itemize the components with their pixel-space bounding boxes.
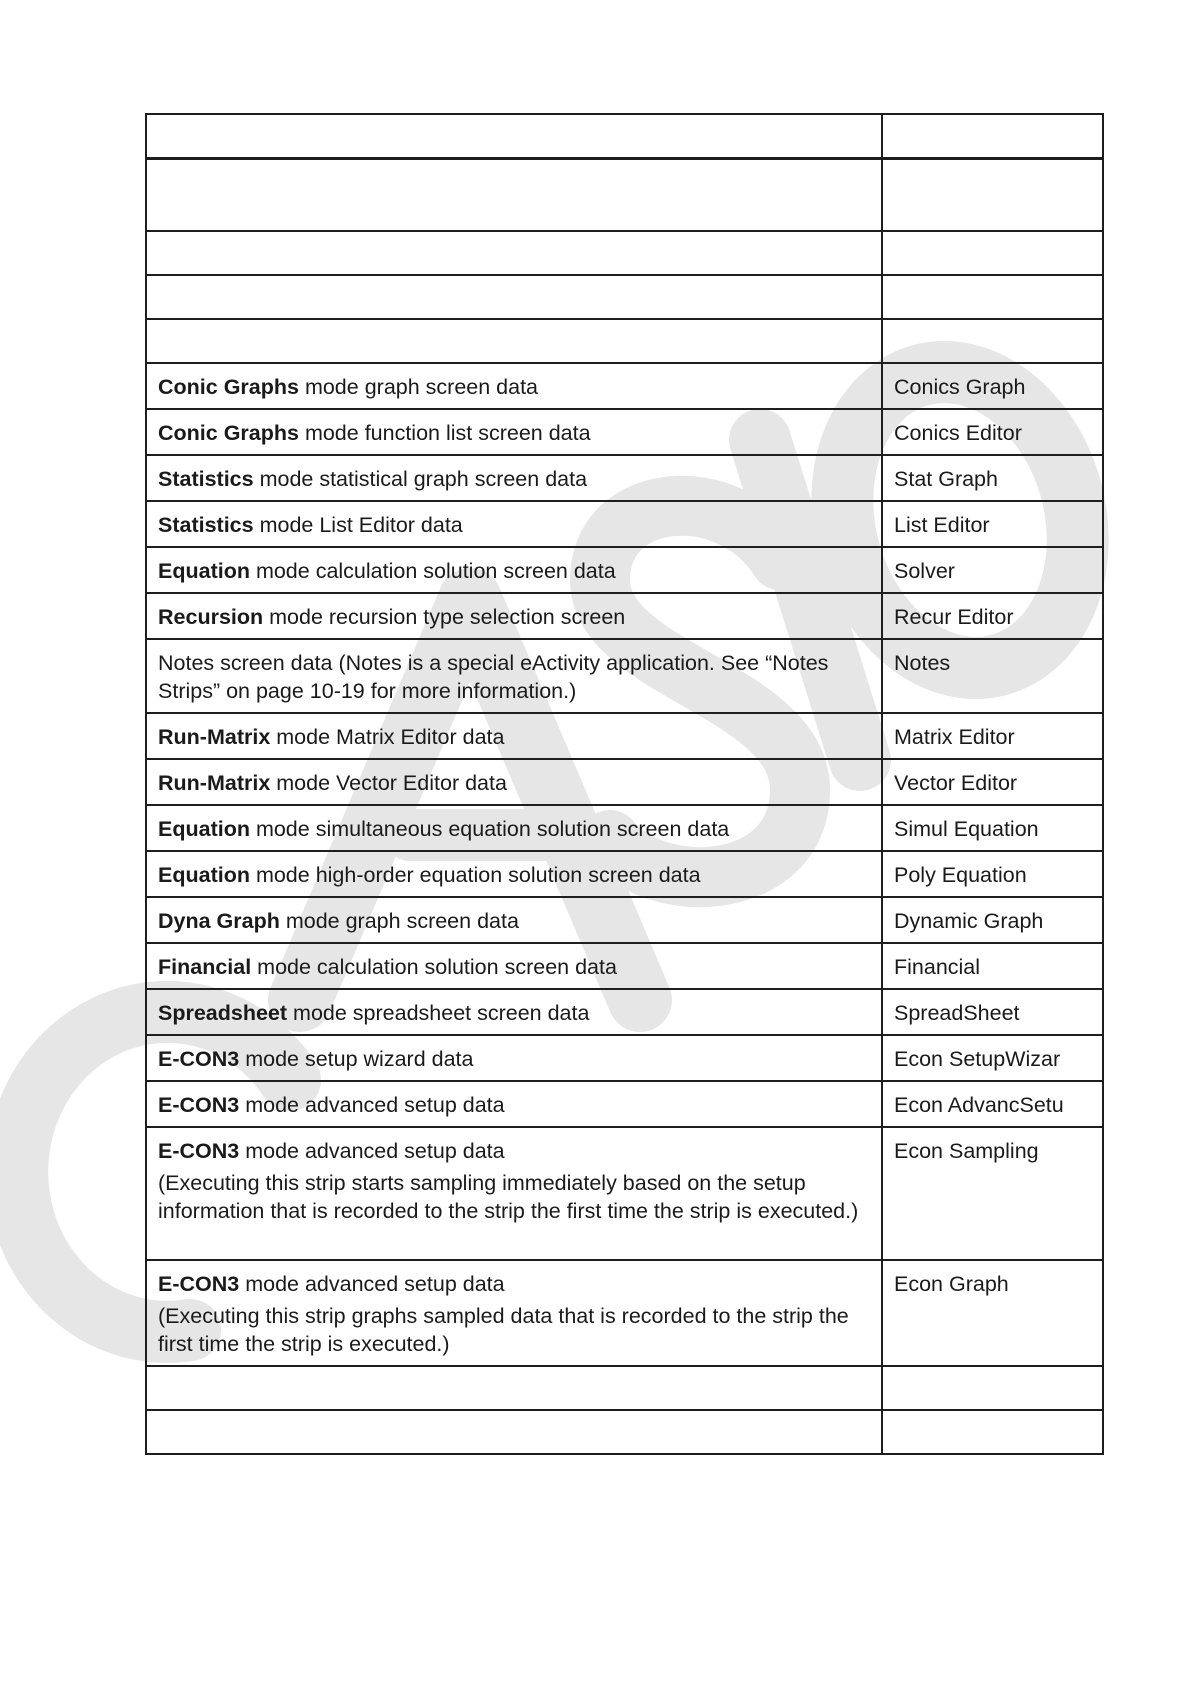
table-row — [146, 713, 1103, 759]
table-row — [146, 547, 1103, 593]
mode-name: E-CON3 — [158, 1047, 240, 1071]
table-row — [146, 1366, 1103, 1410]
description-cell — [146, 547, 882, 593]
mode-name: Spreadsheet — [158, 1001, 288, 1025]
description-cell — [146, 409, 882, 455]
strip-name-cell: Solver — [882, 547, 1103, 593]
strip-name-cell: Econ AdvancSetu — [882, 1081, 1103, 1127]
mode-name: Equation — [158, 863, 250, 887]
table-row — [146, 363, 1103, 409]
strip-name-cell: Notes — [882, 639, 1103, 713]
mode-name: Equation — [158, 559, 250, 583]
table-row — [146, 501, 1103, 547]
description-note: (Executing this strip graphs sampled data that is recorded to the strip the first time the strip is executed.) — [158, 1304, 849, 1356]
description-cell — [146, 989, 882, 1035]
mode-name: Equation — [158, 817, 250, 841]
description-cell — [146, 593, 882, 639]
strip-name-cell: Financial — [882, 943, 1103, 989]
strip-name-cell: Poly Equation — [882, 851, 1103, 897]
header-cell-description — [146, 114, 882, 158]
table-row — [146, 455, 1103, 501]
header-row — [146, 114, 1103, 158]
description-cell — [146, 158, 882, 231]
strip-name-cell: Econ Graph — [882, 1260, 1103, 1366]
strip-name-cell: Stat Graph — [882, 455, 1103, 501]
description-cell — [146, 1035, 882, 1081]
mode-name: Statistics — [158, 513, 254, 537]
strip-name-cell: Dynamic Graph — [882, 897, 1103, 943]
table-row — [146, 158, 1103, 231]
description-text: mode graph screen data — [298, 375, 539, 399]
mode-name: Dyna Graph — [158, 909, 280, 933]
strip-name-cell: SpreadSheet — [882, 989, 1103, 1035]
description-cell — [146, 805, 882, 851]
mode-name: Recursion — [158, 605, 264, 629]
mode-name: Run-Matrix — [158, 725, 271, 749]
description-note: (Executing this strip starts sampling immediately based on the setup information that is recorded to the strip the first time the strip is executed.) — [158, 1171, 859, 1223]
description-cell — [146, 1410, 882, 1454]
description-cell — [146, 1127, 882, 1260]
description-text: mode simultaneous equation solution screen data — [249, 817, 730, 841]
mode-name: Statistics — [158, 467, 254, 491]
description-cell — [146, 639, 882, 713]
table-row — [146, 1081, 1103, 1127]
mode-name: Conic Graphs — [158, 375, 299, 399]
description-text: mode statistical graph screen data — [253, 467, 588, 491]
description-text: mode function list screen data — [298, 421, 591, 445]
table-row — [146, 989, 1103, 1035]
description-text: mode Vector Editor data — [270, 771, 507, 795]
strip-name-cell: Matrix Editor — [882, 713, 1103, 759]
description-cell — [146, 231, 882, 275]
description-text: mode calculation solution screen data — [251, 955, 617, 979]
strip-name-cell — [882, 1410, 1103, 1454]
table-row — [146, 319, 1103, 363]
table-row — [146, 1127, 1103, 1260]
table-row — [146, 943, 1103, 989]
mode-name: Financial — [158, 955, 252, 979]
mode-name: E-CON3 — [158, 1139, 240, 1163]
description-text: mode advanced setup data — [239, 1272, 505, 1296]
description-cell — [146, 1260, 882, 1366]
strip-name-cell — [882, 231, 1103, 275]
description-cell — [146, 319, 882, 363]
table-row — [146, 593, 1103, 639]
description-text: mode spreadsheet screen data — [287, 1001, 590, 1025]
table-row — [146, 1035, 1103, 1081]
strip-name-cell: Vector Editor — [882, 759, 1103, 805]
description-cell — [146, 363, 882, 409]
strip-name-cell — [882, 275, 1103, 319]
strip-name-cell: Econ Sampling — [882, 1127, 1103, 1260]
table-row — [146, 231, 1103, 275]
description-text: mode Matrix Editor data — [270, 725, 505, 749]
description-cell — [146, 851, 882, 897]
mode-name: Run-Matrix — [158, 771, 271, 795]
description-text: mode graph screen data — [279, 909, 519, 933]
description-cell — [146, 501, 882, 547]
mode-name: E-CON3 — [158, 1093, 240, 1117]
description-text: mode high-order equation solution screen data — [249, 863, 701, 887]
description-cell — [146, 943, 882, 989]
strip-table — [145, 113, 1104, 1455]
description-text: mode setup wizard data — [239, 1047, 474, 1071]
description-cell — [146, 1081, 882, 1127]
table-row — [146, 409, 1103, 455]
header-cell-strip — [882, 114, 1103, 158]
table-row — [146, 759, 1103, 805]
description-text: mode calculation solution screen data — [249, 559, 616, 583]
table-row — [146, 805, 1103, 851]
strip-name-cell — [882, 158, 1103, 231]
table-row — [146, 639, 1103, 713]
description-text: Notes screen data (Notes is a special eActivity application. See “Notes Strips” on page 10-19 for more information.) — [158, 651, 829, 703]
table-row — [146, 1260, 1103, 1366]
strip-name-cell: Conics Editor — [882, 409, 1103, 455]
strip-name-cell: Simul Equation — [882, 805, 1103, 851]
mode-name: E-CON3 — [158, 1272, 240, 1296]
description-cell — [146, 1366, 882, 1410]
description-cell — [146, 455, 882, 501]
description-cell — [146, 759, 882, 805]
mode-name: Conic Graphs — [158, 421, 299, 445]
strip-name-cell: Conics Graph — [882, 363, 1103, 409]
description-cell — [146, 713, 882, 759]
strip-name-cell — [882, 1366, 1103, 1410]
description-text: mode recursion type selection screen — [263, 605, 626, 629]
strip-name-cell: List Editor — [882, 501, 1103, 547]
table-row — [146, 897, 1103, 943]
description-text: mode List Editor data — [253, 513, 463, 537]
description-text: mode advanced setup data — [239, 1139, 505, 1163]
description-text: mode advanced setup data — [239, 1093, 505, 1117]
strip-name-cell: Recur Editor — [882, 593, 1103, 639]
table-row — [146, 851, 1103, 897]
table-row — [146, 275, 1103, 319]
strip-name-cell — [882, 319, 1103, 363]
strip-name-cell: Econ SetupWizar — [882, 1035, 1103, 1081]
description-cell — [146, 897, 882, 943]
description-cell — [146, 275, 882, 319]
table-row — [146, 1410, 1103, 1454]
